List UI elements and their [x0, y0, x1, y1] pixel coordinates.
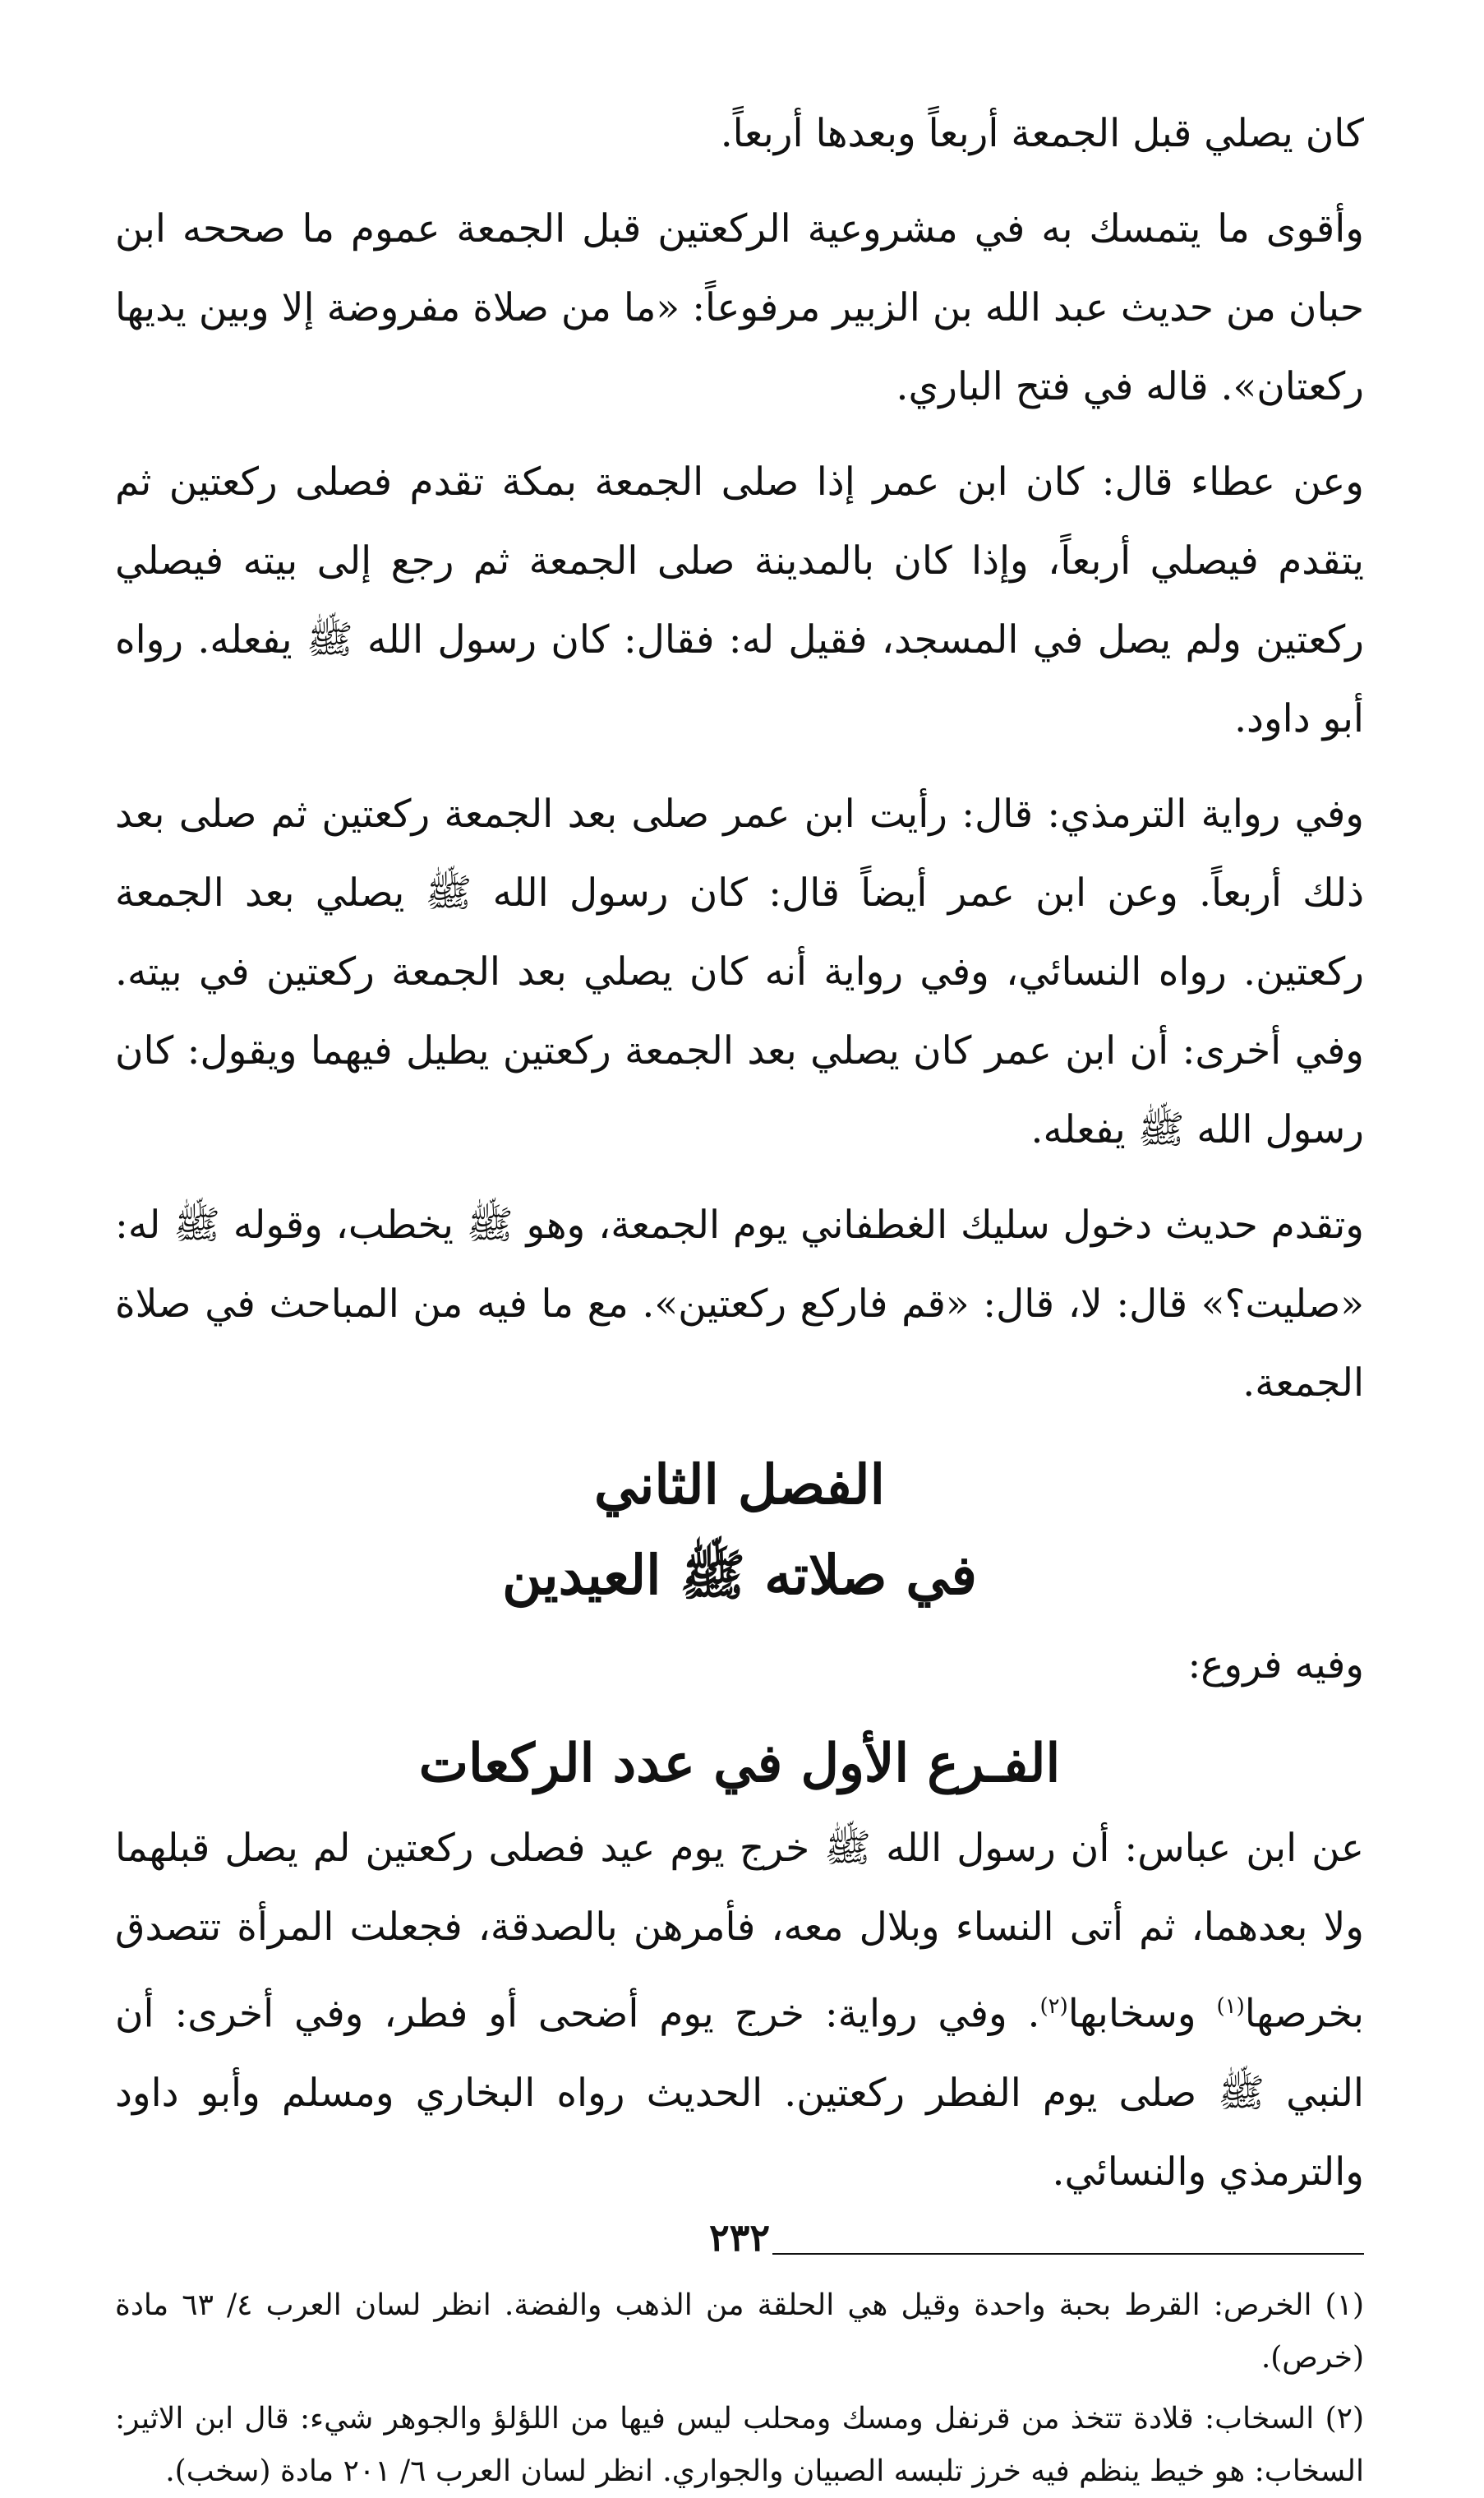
footnote-2: (٢) السخاب: قلادة تتخذ من قرنفل ومسك ومحلب ليس فيها من اللؤلؤ والجوهر شيء: قال ابن الاثير: السخاب: هو خيط ينظم فيه خرز تلبسه الصبيان والجواري. انظر لسان العرب ٦/ ٢٠١ مادة (سخب).	[115, 2401, 1364, 2488]
branch-text-start: عن ابن عباس: أن رسول الله ﷺ خرج يوم عيد فصلى ركعتين لم يصل قبلهما ولا بعدهما، ثم أتى النساء وبلال معه، فأمرهن بالصدقة، فجعلت المرأة تتصدق بخرصها	[115, 1826, 1365, 2037]
branch-text-middle: وسخابها	[1067, 1991, 1217, 2037]
paragraph-5: وتقدم حديث دخول سليك الغطفاني يوم الجمعة، وهو ﷺ يخطب، وقوله ﷺ له: «صليت؟» قال: لا، قال: «قم فاركع ركعتين». مع ما فيه من المباحث في صلاة الجمعة.	[115, 1203, 1364, 1406]
footnote-ref-2: (٢)	[1039, 1994, 1068, 2019]
branch-paragraph	[115, 1809, 1364, 2212]
chapter-intro: وفيه فروع:	[1187, 1642, 1364, 1688]
chapter-title: الفصل الثاني	[594, 1452, 885, 1517]
paragraph-1: كان يصلي قبل الجمعة أربعاً وبعدها أربعاً.	[720, 111, 1364, 156]
paragraph-4: وفي رواية الترمذي: قال: رأيت ابن عمر صلى بعد الجمعة ركعتين ثم صلى بعد ذلك أربعاً. وعن ابن عمر أيضاً قال: كان رسول الله ﷺ يصلي بعد الجمعة ركعتين. رواه النسائي، وفي رواية أنه كان يصلي بعد الجمعة ركعتين في بيته. وفي أخرى: أن ابن عمر كان يصلي بعد الجمعة ركعتين يطيل فيهما ويقول: كان رسول الله ﷺ يفعله.	[115, 792, 1364, 1152]
footnote-1: (١) الخرص: القرط بحبة واحدة وقيل هي الحلقة من الذهب والفضة. انظر لسان العرب ٤/ ٦٣ مادة (خرص).	[115, 2288, 1364, 2375]
branch-text-end: . وفي رواية: خرج يوم أضحى أو فطر، وفي أخرى: أن النبي ﷺ صلى يوم الفطر ركعتين. الحديث رواه البخاري ومسلم وأبو داود والترمذي والنسائي.	[115, 1991, 1364, 2195]
document-page	[115, 95, 1365, 2488]
footnote-ref-1: (١)	[1216, 1994, 1245, 2019]
page-number: ٢٣٢	[708, 2215, 771, 2260]
paragraph-2: وأقوى ما يتمسك به في مشروعية الركعتين قبل الجمعة عموم ما صححه ابن حبان من حديث عبد الله بن الزبير مرفوعاً: «ما من صلاة مفروضة إلا وبين يديها ركعتان». قاله في فتح الباري.	[115, 206, 1364, 409]
paragraph-3: وعن عطاء قال: كان ابن عمر إذا صلى الجمعة بمكة تقدم فصلى ركعتين ثم يتقدم فيصلي أربعاً، وإذا كان بالمدينة صلى الجمعة ثم رجع إلى بيته فيصلي ركعتين ولم يصل في المسجد، فقيل له: فقال: كان رسول الله ﷺ يفعله. رواه أبو داود.	[115, 459, 1364, 741]
chapter-subtitle: في صلاته ﷺ العيدين	[502, 1543, 977, 1607]
branch-title: الفـرع الأول في عدد الركعات	[418, 1733, 1061, 1794]
